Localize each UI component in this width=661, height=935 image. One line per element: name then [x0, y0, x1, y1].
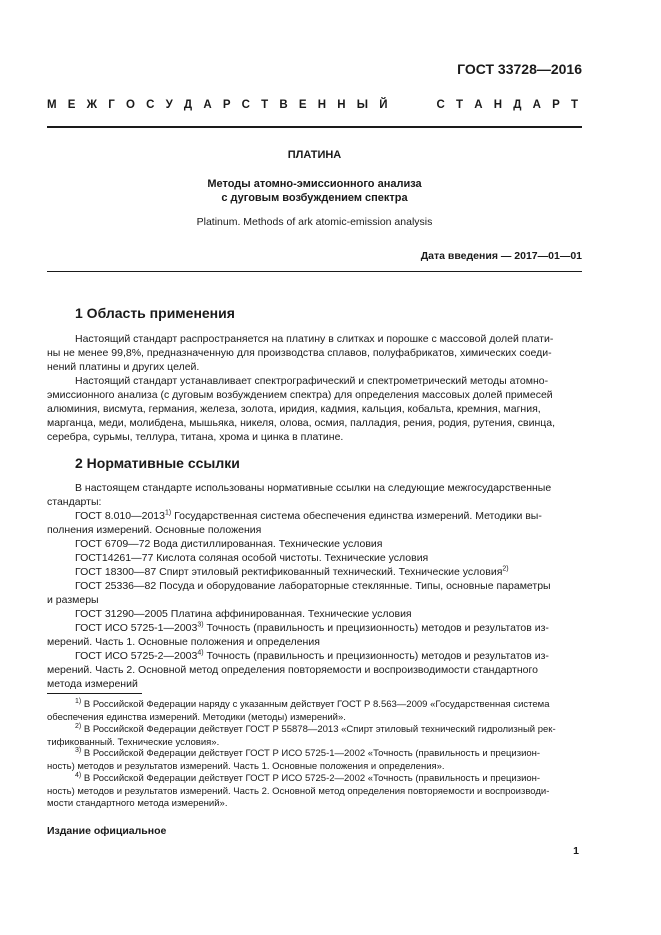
text-line: полнения измерений. Основные положения	[47, 524, 262, 536]
reference-gost-6709: ГОСТ 6709—72 Вода дистиллированная. Технические условия	[75, 538, 383, 550]
subtitle-line: Методы атомно-эмиссионного анализа	[207, 178, 422, 190]
text-line: марганца, меди, молибдена, мышьяка, никеля, олова, осмия, палладия, рения, родия, рутения, свинца,	[47, 417, 556, 429]
reference-gost-iso-5725-1	[47, 621, 583, 635]
standard-code: ГОСТ 33728—2016	[457, 61, 582, 77]
text-line-content: Настоящий стандарт распространяется на платину в слитках и порошке с массовой долей плати-	[75, 333, 554, 345]
footnote-marker: 4)	[75, 771, 82, 779]
ref-code: ГОСТ ИСО 5725-1—2003	[75, 622, 198, 634]
text-line: Настоящий стандарт устанавливает спектрографический и спектрометрический методы атомно-	[75, 375, 549, 387]
section-1-heading: 1 Область применения	[75, 305, 235, 321]
subtitle-line: с дуговым возбуждением спектра	[221, 192, 408, 204]
text-line: мерений. Часть 1. Основные положения и определения	[47, 636, 320, 648]
footnote-line: тификованный. Технические условия».	[47, 736, 220, 748]
footnote-line: ность) методов и результатов измерений. Часть 2. Основной метод определения повторяемости и воспроизводи-	[47, 785, 550, 797]
text-line: серебра, сурьмы, теллура, титана, хрома и цинка в платине.	[47, 431, 344, 443]
footnote-1	[47, 699, 583, 724]
standard-label: С Т А Н Д А Р Т	[436, 99, 582, 111]
text-line: и размеры	[47, 594, 99, 606]
ref-text: Точность (правильность и прецизионность) методов и результатов из-	[203, 650, 549, 662]
footnote-line: ность) методов и результатов измерений. Часть 1. Основные положения и определения».	[47, 760, 445, 772]
footnote-3	[47, 748, 583, 773]
footnote-separator	[47, 693, 142, 694]
date-rule	[47, 271, 582, 272]
reference-gost-31290: ГОСТ 31290—2005 Платина аффинированная. Технические условия	[75, 608, 412, 620]
footnote-text: В Российской Федерации действует ГОСТ Р ИСО 5725-2—2002 «Точность (правильность и прецизион-	[81, 773, 541, 784]
reference-gost-8-010	[47, 509, 583, 523]
ref-text: ГОСТ 18300—87 Спирт этиловый ректификованный технический. Технические условия	[75, 566, 503, 578]
text-line	[47, 332, 583, 346]
footnote-text: В Российской Федерации действует ГОСТ Р ИСО 5725-1—2002 «Точность (правильность и прецизион-	[81, 748, 541, 759]
footnote-marker: 3)	[75, 746, 82, 754]
document-subtitle	[47, 177, 582, 205]
ref-text: Государственная система обеспечения единства измерений. Методики вы-	[171, 510, 542, 522]
footnote-line	[47, 724, 583, 737]
official-edition-label: Издание официальное	[47, 825, 167, 837]
footnote-2	[47, 724, 583, 749]
section-1-paragraph-1	[47, 332, 583, 374]
footnote-marker: 1)	[75, 697, 82, 705]
footnote-line: обеспечения единства измерений. Методики (методы) измерений».	[47, 711, 346, 723]
reference-gost-iso-5725-2	[47, 649, 583, 663]
ref-code: ГОСТ 8.010—2013	[75, 510, 165, 522]
text-line: стандарты:	[47, 496, 102, 508]
text-line: алюминия, висмута, германия, железа, золота, иридия, кадмия, кальция, кобальта, кремния, магния,	[47, 403, 541, 415]
section-2-heading: 2 Нормативные ссылки	[75, 455, 240, 471]
reference-gost-14261: ГОСТ14261—77 Кислота соляная особой чистоты. Технические условия	[75, 552, 429, 564]
section-2-body	[47, 481, 583, 691]
header-rule	[47, 126, 582, 128]
footnote-marker: 1)	[164, 509, 172, 517]
footnote-line	[47, 773, 583, 786]
footnote-marker: 2)	[502, 565, 509, 573]
document-title: ПЛАТИНА	[287, 149, 342, 161]
reference-gost-18300	[47, 565, 583, 579]
page-number: 1	[573, 845, 579, 857]
introduction-date: Дата введения — 2017—01—01	[420, 250, 582, 262]
reference-gost-25336: ГОСТ 25336—82 Посуда и оборудование лабораторные стеклянные. Типы, основные параметры	[75, 580, 551, 592]
interstate-standard-banner	[47, 99, 582, 111]
footnote-line	[47, 699, 583, 712]
footnote-marker: 2)	[75, 722, 82, 730]
text-line: метода измерений	[47, 678, 138, 690]
section-1-paragraph-2	[47, 374, 583, 444]
footnote-4	[47, 773, 583, 811]
text-line: В настоящем стандарте использованы нормативные ссылки на следующие межгосударственные	[75, 482, 552, 494]
text-line: ны не менее 99,8%, предназначенную для производства сплавов, полуфабрикатов, химических соеди-	[47, 347, 552, 359]
text-line: мерений. Часть 2. Основной метод определения повторяемости и воспроизводимости стандартного	[47, 664, 538, 676]
footnote-marker: 4)	[197, 649, 204, 657]
text-line: нений платины и других целей.	[47, 361, 200, 373]
interstate-label: М Е Ж Г О С У Д А Р С Т В Е Н Н Ы Й	[47, 99, 392, 111]
footnote-text: В Российской Федерации наряду с указанным действует ГОСТ Р 8.563—2009 «Государственная система	[81, 699, 550, 710]
footnote-line	[47, 748, 583, 761]
ref-code: ГОСТ ИСО 5725-2—2003	[75, 650, 198, 662]
english-title: Platinum. Methods of ark atomic-emission analysis	[196, 216, 433, 228]
text-line: эмиссионного анализа (с дуговым возбуждением спектра) для определения массовых долей примесей	[47, 389, 553, 401]
footnote-line: мости стандартного метода измерений».	[47, 798, 228, 809]
footnote-marker: 3)	[197, 621, 204, 629]
ref-text: Точность (правильность и прецизионность) методов и результатов из-	[203, 622, 549, 634]
footnote-text: В Российской Федерации действует ГОСТ Р 55878—2013 «Спирт этиловый технический гидролизный рек-	[81, 724, 556, 735]
